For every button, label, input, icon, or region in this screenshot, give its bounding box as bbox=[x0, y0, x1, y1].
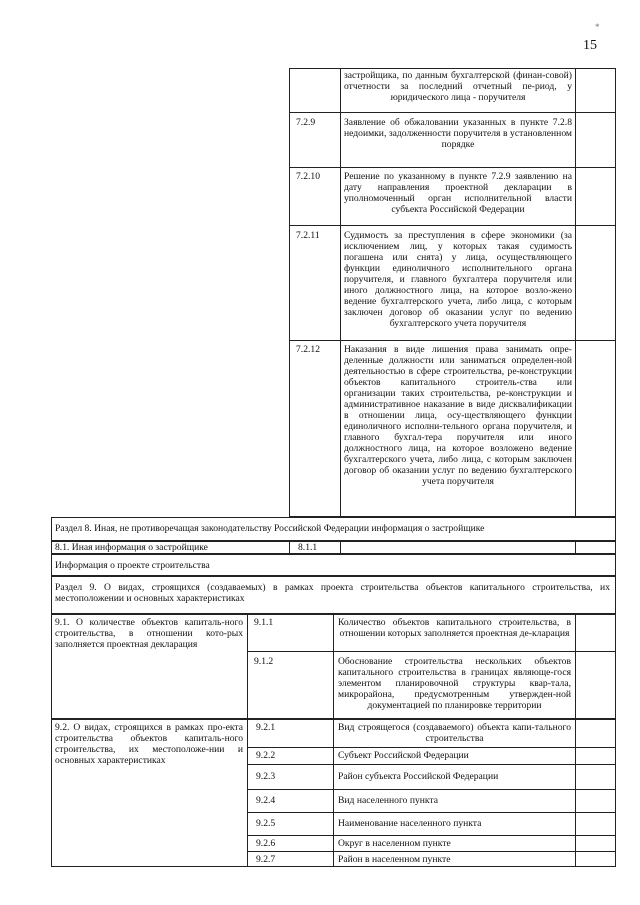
group2-row-text: Субъект Российской Федерации bbox=[338, 750, 469, 761]
group2-row-sep bbox=[247, 764, 616, 765]
group1-col-divider bbox=[247, 614, 248, 719]
group2-row-sep bbox=[247, 812, 616, 813]
corner-mark: * bbox=[595, 22, 600, 32]
group2-row-sep bbox=[247, 835, 616, 836]
group1-row-code: 9.1.2 bbox=[254, 656, 274, 667]
group1-row-text: Количество объектов капитального строительства, в отношении которых заполняется проектная де-кларация bbox=[338, 617, 571, 639]
section8-col-divider bbox=[340, 541, 341, 554]
group2-col-divider bbox=[575, 719, 576, 867]
table7-row-code: 7.2.10 bbox=[296, 171, 320, 182]
group1-row-text: Обоснование строительства нескольких объектов капитального строительства в границах являюще-гося элементом планировочной структуры квар-тала, микрорайона, предусмотренным утвержден-ной документацией по планировке территории bbox=[338, 656, 571, 711]
table7-row-sep bbox=[289, 112, 616, 113]
section8-col-divider bbox=[575, 541, 576, 554]
table7-row-code: 7.2.9 bbox=[296, 117, 316, 128]
group2-row-code: 9.2.6 bbox=[256, 838, 276, 849]
table7-row-text: Наказания в виде лишения права занимать опре-деленные должности или заниматься определен-ной деятельностью в сфере строительства, ре-конструкции объектов капитального строитель-ства или организации таких строительства, ре-конструкции и административное наказание в виде дисквалификации в отношении лица, осу-ществляющего функции единоличного исполни-тельного органа поручителя, и главного бухгал-тера поручителя или иного должностного лица, на которое возложено ведение бухгалтерского учета, либо лица, с которым заключен договор об оказании услуг по ведению бухгалтерского учета поручителя bbox=[344, 344, 572, 487]
table7-row-text: застройщика, по данным бухгалтерской (финан-совой) отчетности за последний отчетный пе-риод, у юридического лица - поручителя bbox=[344, 70, 572, 103]
table7-row-code: 7.2.11 bbox=[296, 230, 320, 241]
group2-row-text: Район в населенном пункте bbox=[338, 854, 451, 865]
table7-col-divider-1 bbox=[340, 68, 341, 517]
group2-row-code: 9.2.2 bbox=[256, 750, 276, 761]
section9-title: Раздел 9. О видах, строящихся (создаваемых) в рамках проекта строительства объектов капитального строительства, их местоположении и основных характеристиках bbox=[55, 582, 610, 604]
section8-col-divider bbox=[289, 541, 290, 554]
group2-label: 9.2. О видах, строящихся в рамках про-екта строительства объектов капиталь-ного строительства, их местоположе-нии и основных характеристиках bbox=[55, 722, 243, 766]
group2-row-code: 9.2.5 bbox=[256, 818, 276, 829]
page-number: 15 bbox=[583, 38, 597, 53]
table7-row-text: Заявление об обжаловании указанных в пункте 7.2.8 недоимки, задолженности поручителя в установленном порядке bbox=[344, 117, 572, 150]
group2-row-code: 9.2.4 bbox=[256, 795, 276, 806]
group1-col-divider bbox=[333, 614, 334, 719]
group2-row-sep bbox=[247, 851, 616, 852]
section8-item-label: 8.1. Иная информация о застройщике bbox=[55, 542, 208, 553]
group2-col-divider bbox=[333, 719, 334, 867]
table7-row-sep bbox=[289, 340, 616, 341]
section8-title: Раздел 8. Иная, не противоречащая законодательству Российской Федерации информация о застройщике bbox=[55, 523, 485, 534]
table7-col-divider-2 bbox=[575, 68, 576, 517]
table7-row-sep bbox=[289, 225, 616, 226]
group2-row-text: Район субъекта Российской Федерации bbox=[338, 771, 499, 782]
group1-label: 9.1. О количестве объектов капиталь-ного строительства, в отношении кото-рых заполняется проектная декларация bbox=[55, 617, 243, 650]
group2-row-text: Наименование населенного пункта bbox=[338, 818, 482, 829]
group1-row-code: 9.1.1 bbox=[254, 617, 274, 628]
group1-col-divider bbox=[575, 614, 576, 719]
group1-row-sep bbox=[247, 651, 616, 652]
group2-row-code: 9.2.1 bbox=[256, 722, 276, 733]
table7-row-text: Решение по указанному в пункте 7.2.9 заявлению на дату направления проектной декларации в уполномоченный орган исполнительной власти субъекта Российской Федерации bbox=[344, 171, 572, 215]
group2-row-sep bbox=[247, 747, 616, 748]
group2-row-sep bbox=[247, 789, 616, 790]
group2-col-divider bbox=[247, 719, 248, 867]
section8-item-code: 8.1.1 bbox=[298, 542, 318, 553]
project-info-label: Информация о проекте строительства bbox=[55, 560, 210, 571]
group2-row-text: Вид населенного пункта bbox=[338, 795, 439, 806]
group2-row-code: 9.2.7 bbox=[256, 854, 276, 865]
table7-row-sep bbox=[289, 167, 616, 168]
group2-row-code: 9.2.3 bbox=[256, 771, 276, 782]
group2-row-text: Вид строящегося (создаваемого) объекта капи-тального строительства bbox=[338, 722, 571, 744]
group2-row-text: Округ в населенном пункте bbox=[338, 838, 451, 849]
table7-row-text: Судимость за преступления в сфере экономики (за исключением лиц, у которых такая судимость погашена или снята) у лица, осуществляющего функции единоличного исполнительного органа поручителя, и главного бухгалтера поручителя или иного должностного лица, на которое возло-жено ведение бухгалтерского учета, либо лица, с которым заключен договор об оказании услуг по ведению бухгалтерского учета поручителя bbox=[344, 230, 572, 329]
table7-row-code: 7.2.12 bbox=[296, 344, 320, 355]
